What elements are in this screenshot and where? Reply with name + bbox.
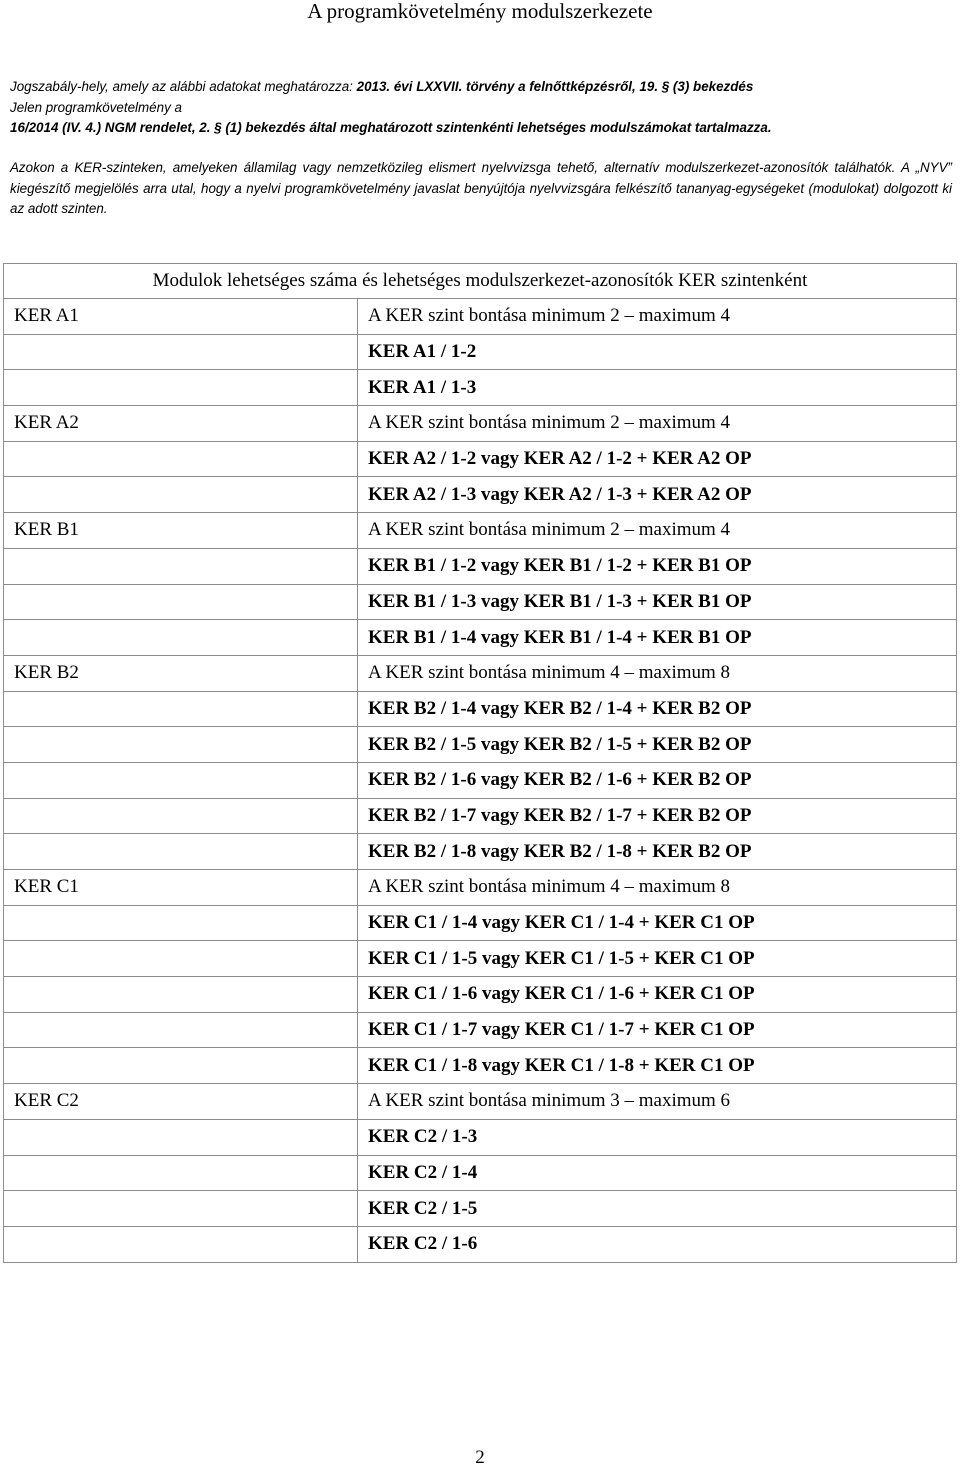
table-row	[4, 334, 957, 370]
module-identifier-cell: KER C2 / 1-6	[358, 1226, 957, 1262]
legal-reference-law: 2013. évi LXXVII. törvény a felnőttképzésről, 19. § (3) bekezdés	[356, 79, 754, 94]
ker-level-cell	[4, 1048, 358, 1084]
table-row	[4, 870, 957, 906]
module-identifier-cell: KER C1 / 1-8 vagy KER C1 / 1-8 + KER C1 OP	[358, 1048, 957, 1084]
page-title: A programkövetelmény modulszerkezete	[307, 0, 653, 23]
module-identifier-cell: KER C2 / 1-3	[358, 1119, 957, 1155]
legal-reference-line-2: Jelen programkövetelmény a	[10, 99, 182, 115]
table-row	[4, 477, 957, 513]
ker-level-cell: KER A1	[4, 299, 358, 335]
ker-level-cell	[4, 834, 358, 870]
module-identifier-cell: KER B2 / 1-7 vagy KER B2 / 1-7 + KER B2 OP	[358, 798, 957, 834]
module-identifier-cell: A KER szint bontása minimum 2 – maximum 4	[358, 406, 957, 442]
ker-level-cell	[4, 584, 358, 620]
table-row	[4, 727, 957, 763]
ker-level-cell	[4, 1155, 358, 1191]
ker-level-cell	[4, 977, 358, 1013]
table-row	[4, 406, 957, 442]
table-row	[4, 1048, 957, 1084]
module-identifier-cell: KER B1 / 1-4 vagy KER B1 / 1-4 + KER B1 OP	[358, 620, 957, 656]
table-row	[4, 905, 957, 941]
ker-level-cell: KER A2	[4, 406, 358, 442]
ker-level-cell	[4, 691, 358, 727]
ker-level-cell: KER C2	[4, 1084, 358, 1120]
module-identifier-cell: KER B1 / 1-2 vagy KER B1 / 1-2 + KER B1 OP	[358, 548, 957, 584]
module-identifier-cell: KER A1 / 1-3	[358, 370, 957, 406]
table-row	[4, 299, 957, 335]
module-identifier-cell: A KER szint bontása minimum 4 – maximum 8	[358, 870, 957, 906]
ker-level-cell	[4, 334, 358, 370]
module-identifier-cell: A KER szint bontása minimum 2 – maximum 4	[358, 513, 957, 549]
ker-level-cell	[4, 1191, 358, 1227]
module-identifier-cell: KER B2 / 1-8 vagy KER B2 / 1-8 + KER B2 OP	[358, 834, 957, 870]
ker-level-cell	[4, 762, 358, 798]
legal-reference-label: Jogszabály-hely, amely az alábbi adatokat meghatározza:	[10, 79, 357, 94]
table-row	[4, 655, 957, 691]
table-row	[4, 941, 957, 977]
module-identifier-cell: KER B2 / 1-5 vagy KER B2 / 1-5 + KER B2 OP	[358, 727, 957, 763]
legal-reference-block	[10, 77, 952, 139]
module-identifier-cell: A KER szint bontása minimum 4 – maximum 8	[358, 655, 957, 691]
table-row	[4, 441, 957, 477]
legal-reference-line-3: 16/2014 (IV. 4.) NGM rendelet, 2. § (1) bekezdés által meghatározott szintenkénti lehetséges modulszámokat tartalmazza.	[10, 120, 772, 135]
ker-level-cell	[4, 1012, 358, 1048]
table-row	[4, 620, 957, 656]
ker-level-cell	[4, 941, 358, 977]
ker-level-cell	[4, 370, 358, 406]
table-row	[4, 1155, 957, 1191]
module-identifier-cell: KER B2 / 1-4 vagy KER B2 / 1-4 + KER B2 OP	[358, 691, 957, 727]
table-row	[4, 584, 957, 620]
ker-level-cell	[4, 905, 358, 941]
table-row	[4, 834, 957, 870]
page-number: 2	[475, 1447, 485, 1468]
table-header-row	[4, 264, 957, 299]
module-identifier-cell: KER C1 / 1-6 vagy KER C1 / 1-6 + KER C1 OP	[358, 977, 957, 1013]
ker-level-cell	[4, 727, 358, 763]
explanation-paragraph	[10, 158, 952, 220]
table-row	[4, 977, 957, 1013]
module-identifier-cell: KER A2 / 1-2 vagy KER A2 / 1-2 + KER A2 OP	[358, 441, 957, 477]
module-identifier-cell: KER A2 / 1-3 vagy KER A2 / 1-3 + KER A2 OP	[358, 477, 957, 513]
ker-level-cell	[4, 548, 358, 584]
table-row	[4, 1084, 957, 1120]
table-row	[4, 370, 957, 406]
module-identifier-cell: KER C2 / 1-4	[358, 1155, 957, 1191]
table-row	[4, 762, 957, 798]
ker-level-cell: KER B2	[4, 655, 358, 691]
module-identifier-cell: KER C1 / 1-5 vagy KER C1 / 1-5 + KER C1 OP	[358, 941, 957, 977]
legal-reference-line-1	[10, 77, 952, 98]
module-identifier-cell: KER B2 / 1-6 vagy KER B2 / 1-6 + KER B2 OP	[358, 762, 957, 798]
ker-level-cell: KER B1	[4, 513, 358, 549]
ker-level-cell	[4, 441, 358, 477]
module-identifier-cell: KER B1 / 1-3 vagy KER B1 / 1-3 + KER B1 OP	[358, 584, 957, 620]
ker-level-cell	[4, 798, 358, 834]
table-row	[4, 548, 957, 584]
ker-level-cell	[4, 1119, 358, 1155]
table-row	[4, 513, 957, 549]
explanation-text: Azokon a KER-szinteken, amelyeken államilag vagy nemzetközileg elismert nyelvvizsga tehető, alternatív modulszerkezet-azonosítók találhatók. A „NYV” kiegészítő megjelölés arra utal, hogy a nyelvi programkövetelmény javaslat benyújtója nyelvvizsgára felkészítő tananyag-egységeket (modulokat) dolgozott ki az adott szinten.	[10, 160, 952, 216]
module-structure-table	[3, 263, 957, 1263]
table-row	[4, 691, 957, 727]
module-identifier-cell: KER C1 / 1-4 vagy KER C1 / 1-4 + KER C1 OP	[358, 905, 957, 941]
table-row	[4, 1191, 957, 1227]
ker-level-cell: KER C1	[4, 870, 358, 906]
module-identifier-cell: KER C2 / 1-5	[358, 1191, 957, 1227]
ker-level-cell	[4, 1226, 358, 1262]
ker-level-cell	[4, 620, 358, 656]
table-row	[4, 1012, 957, 1048]
table-row	[4, 798, 957, 834]
ker-level-cell	[4, 477, 358, 513]
table-row	[4, 1119, 957, 1155]
table-row	[4, 1226, 957, 1262]
module-identifier-cell: A KER szint bontása minimum 2 – maximum 4	[358, 299, 957, 335]
table-header: Modulok lehetséges száma és lehetséges modulszerkezet-azonosítók KER szintenként	[4, 264, 957, 299]
module-identifier-cell: KER A1 / 1-2	[358, 334, 957, 370]
module-identifier-cell: A KER szint bontása minimum 3 – maximum 6	[358, 1084, 957, 1120]
module-identifier-cell: KER C1 / 1-7 vagy KER C1 / 1-7 + KER C1 OP	[358, 1012, 957, 1048]
